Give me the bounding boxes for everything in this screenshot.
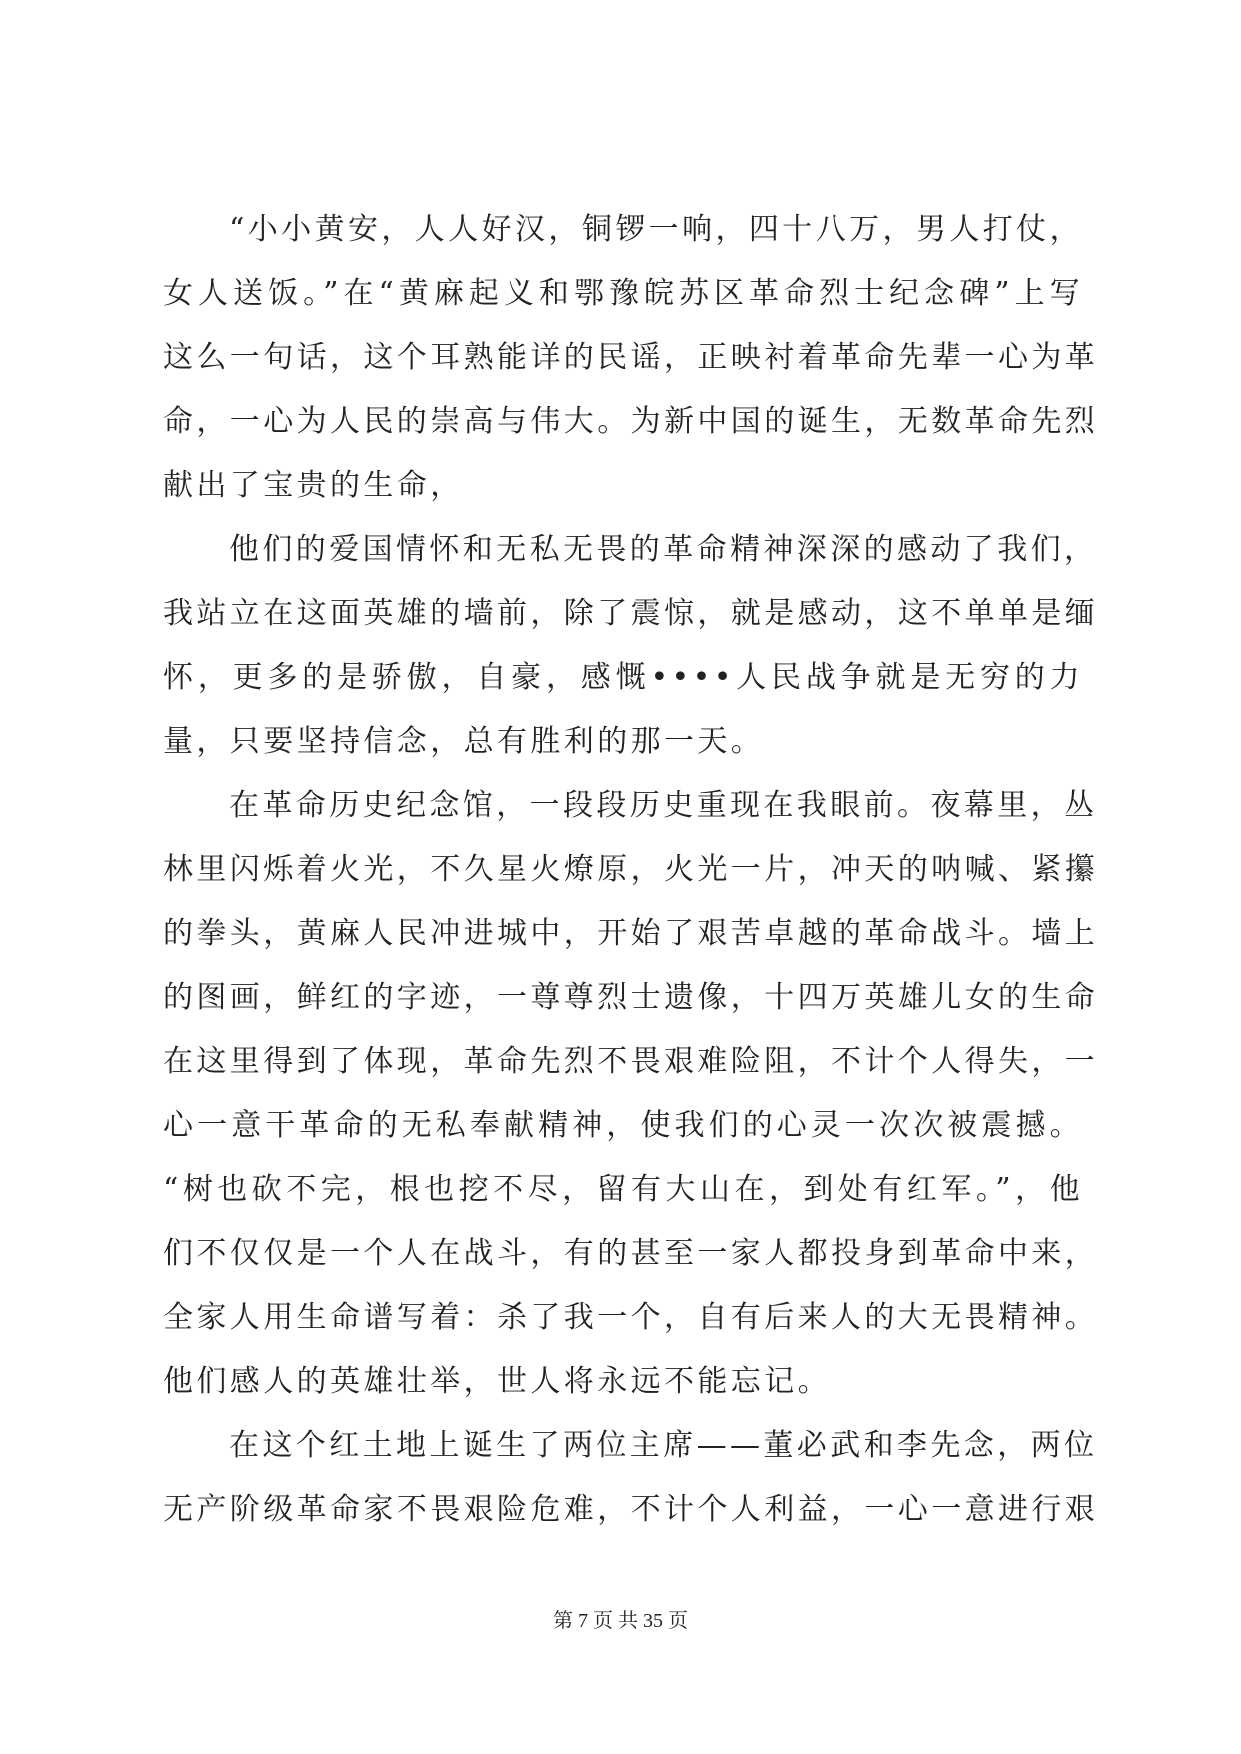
text-line: 我站立在这面英雄的墙前，除了震惊，就是感动，这不单单是缅 bbox=[163, 596, 1099, 631]
text-line: 在这个红土地上诞生了两位主席——董必武和李先念，两位 bbox=[229, 1428, 1098, 1463]
text-line: “小小黄安，人人好汉，铜锣一响，四十八万，男人打仗， bbox=[229, 212, 1083, 247]
text-line: 无产阶级革命家不畏艰险危难，不计个人利益，一心一意进行艰 bbox=[163, 1492, 1099, 1527]
text-line: 的图画，鲜红的字迹，一尊尊烈士遗像，十四万英雄儿女的生命 bbox=[163, 980, 1099, 1015]
text-line: 心一意干革命的无私奉献精神，使我们的心灵一次次被震撼。 bbox=[163, 1108, 1083, 1143]
text-line: 林里闪烁着火光，不久星火燎原，火光一片，冲天的呐喊、紧攥 bbox=[163, 852, 1099, 887]
text-line: 在革命历史纪念馆，一段段历史重现在我眼前。夜幕里，丛 bbox=[229, 788, 1098, 823]
text-line: 命，一心为人民的崇高与伟大。为新中国的诞生，无数革命先烈 bbox=[163, 404, 1099, 439]
text-line: 的拳头，黄麻人民冲进城中，开始了艰苦卓越的革命战斗。墙上 bbox=[163, 916, 1099, 951]
text-line: 献出了宝贵的生命， bbox=[163, 468, 464, 503]
body-text bbox=[163, 198, 1099, 1542]
text-line: 他们感人的英雄壮举，世人将永远不能忘记。 bbox=[163, 1364, 831, 1399]
text-line: 这么一句话，这个耳熟能详的民谣，正映衬着革命先辈一心为革 bbox=[163, 340, 1099, 375]
text-line: 全家人用生命谱写着：杀了我一个，自有后来人的大无畏精神。 bbox=[163, 1300, 1099, 1335]
text-line: 他们的爱国情怀和无私无畏的革命精神深深的感动了我们， bbox=[229, 532, 1098, 567]
text-line: 怀，更多的是骄傲，自豪，感慨••••人民战争就是无穷的力 bbox=[163, 660, 1083, 695]
text-line: 们不仅仅是一个人在战斗，有的甚至一家人都投身到革命中来， bbox=[163, 1236, 1099, 1271]
text-line: 女人送饭。”在“黄麻起义和鄂豫皖苏区革命烈士纪念碑”上写 bbox=[163, 276, 1083, 311]
page-number: 第 7 页 共 35 页 bbox=[553, 1610, 688, 1632]
text-line: “树也砍不完，根也挖不尽，留有大山在，到处有红军。”，他 bbox=[163, 1172, 1083, 1207]
text-line: 量，只要坚持信念，总有胜利的那一天。 bbox=[163, 724, 765, 759]
text-line: 在这里得到了体现，革命先烈不畏艰难险阻，不计个人得失，一 bbox=[163, 1044, 1099, 1079]
